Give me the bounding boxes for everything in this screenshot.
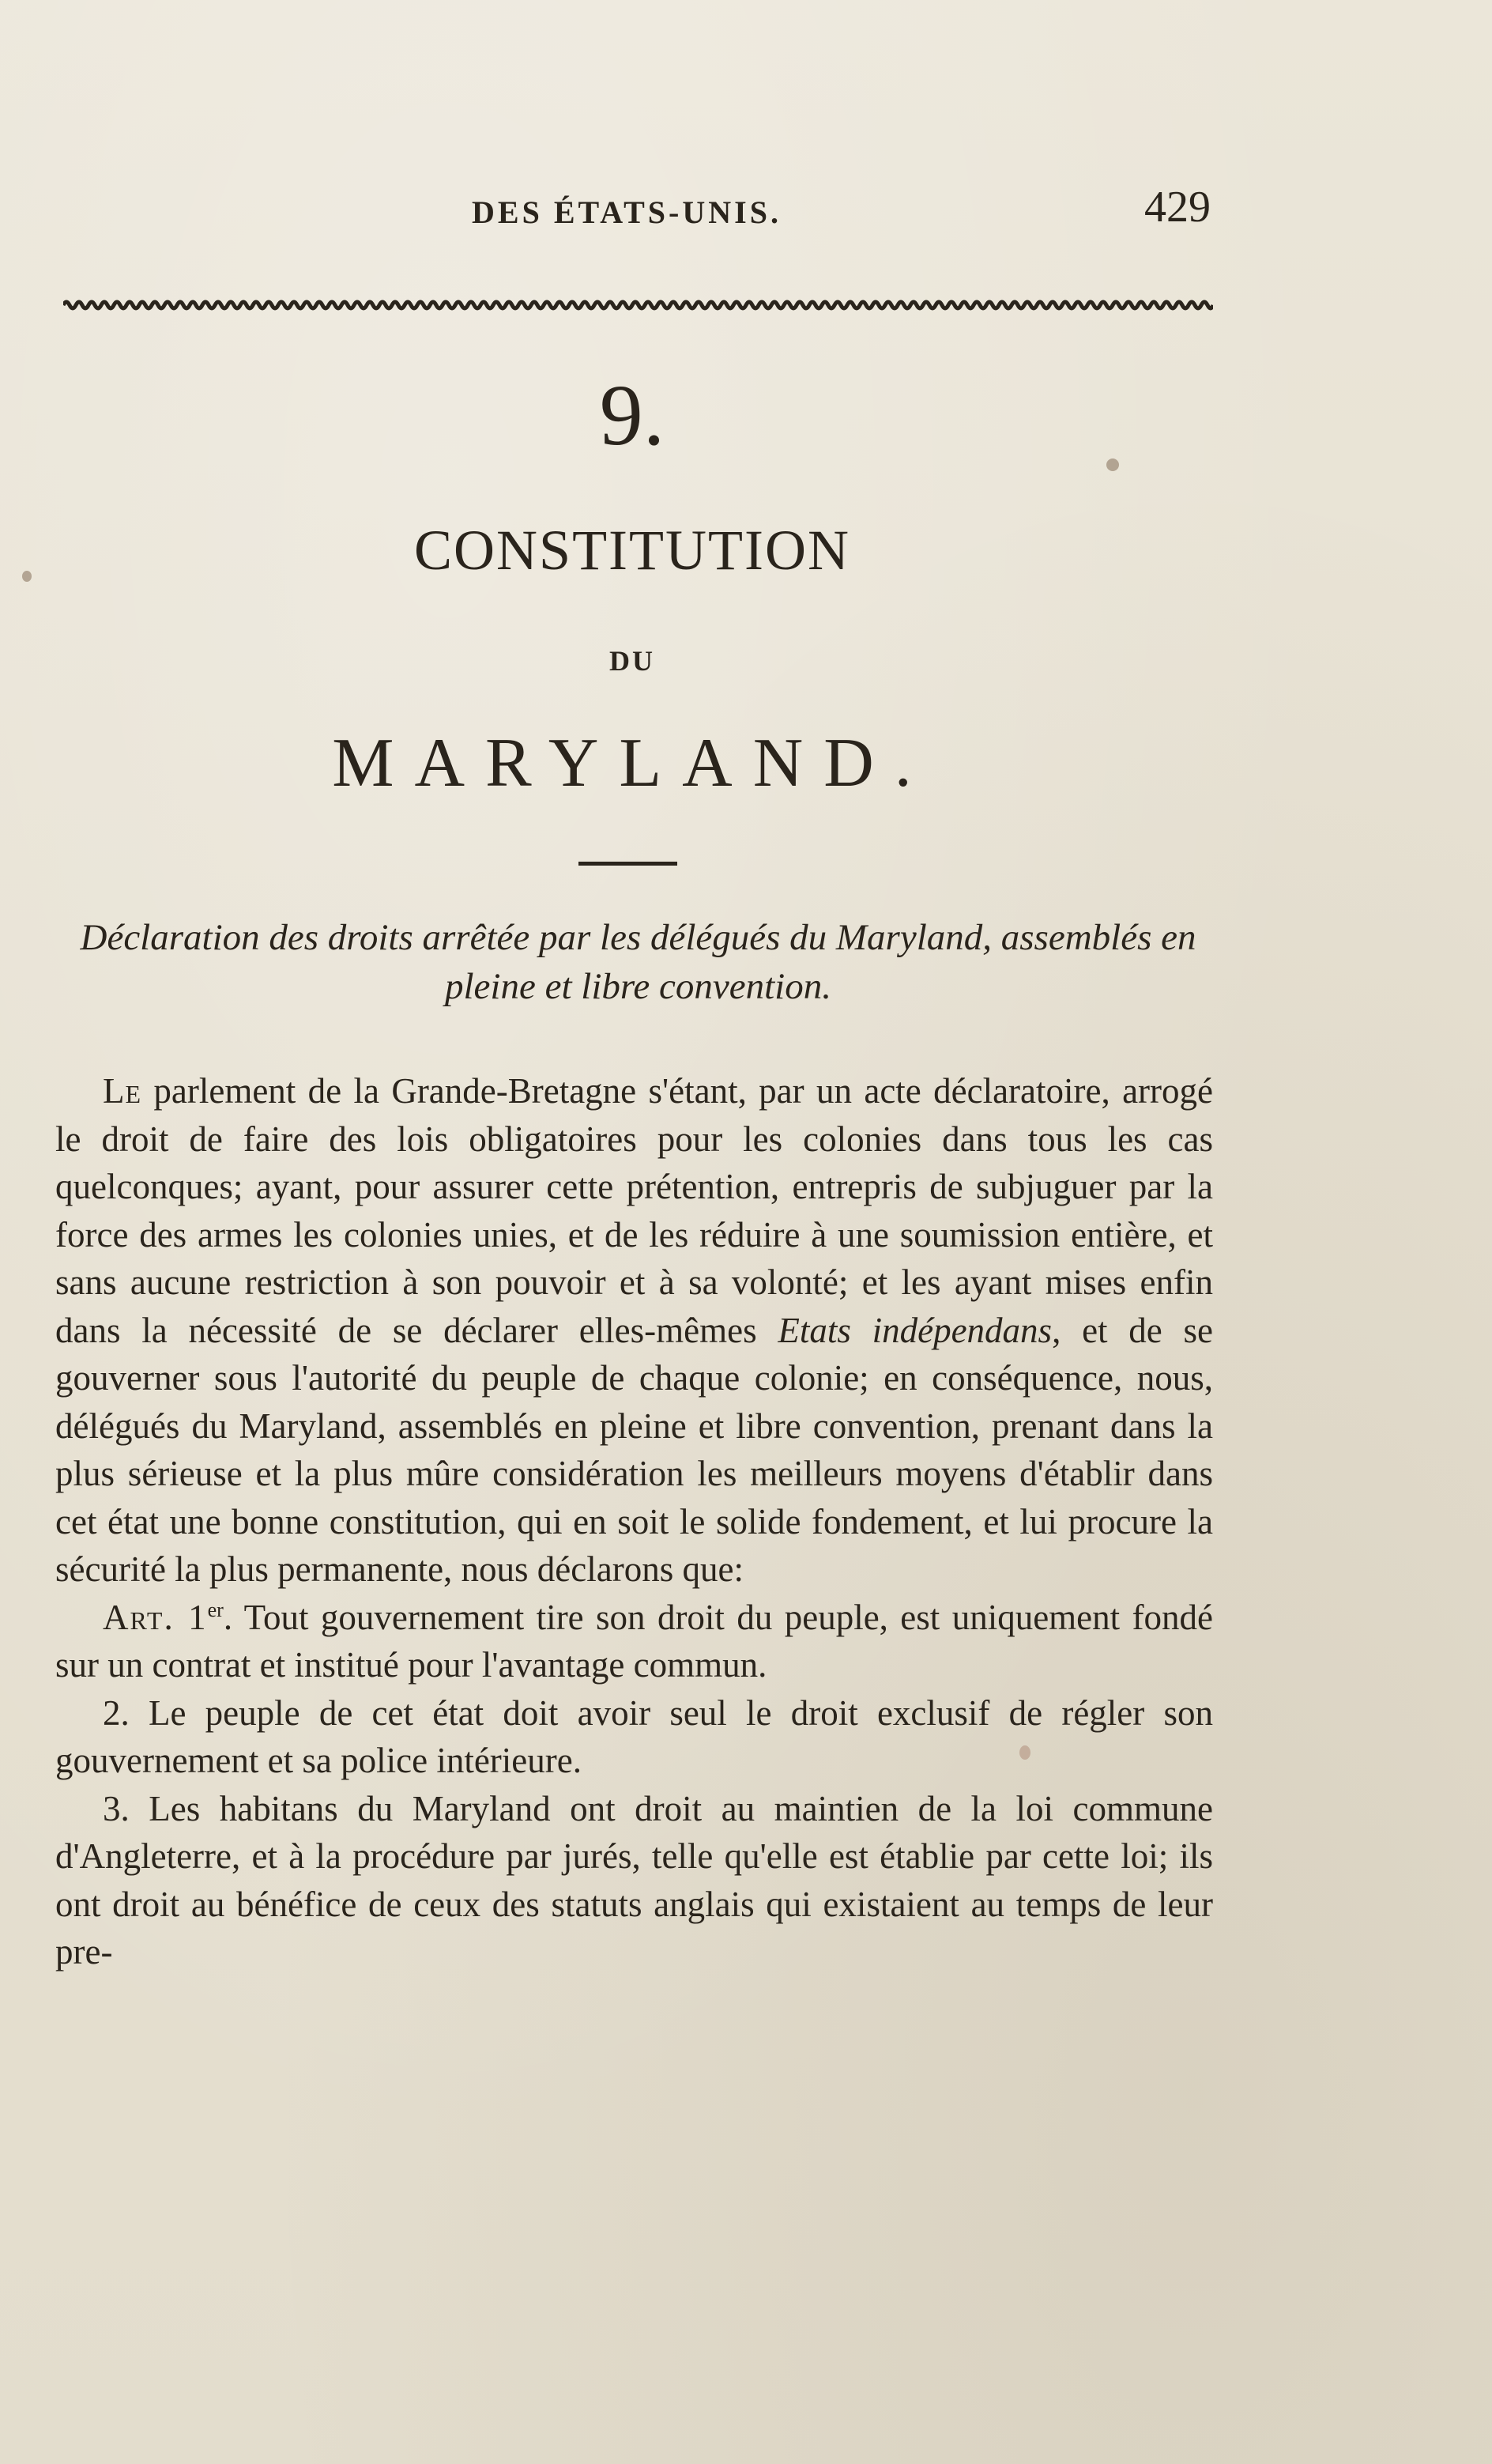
chapter-title: CONSTITUTION [414,519,850,582]
page-number: 429 [1144,183,1211,232]
article-label: Art. 1 [103,1597,208,1637]
chapter-number: 9. [599,367,665,463]
foxing-spot [1106,458,1119,471]
title-rule [578,862,677,866]
article-1 [55,1594,1213,1689]
foxing-spot [22,571,32,582]
ornamental-rule [63,296,1213,314]
article-3 [55,1785,1213,1976]
article-label: 3. [103,1788,130,1828]
page-header [57,178,1211,241]
article-text: Le peuple de cet état doit avoir seul le droit exclusif de régler son gouvernement et sa police intérieure. [55,1692,1213,1780]
preamble-text-end: , et de se gouverner sous l'autorité du peuple de chaque colonie; en conséquence, nous, délégués du Maryland, assemblés en pleine et libre convention, prenant dans la plus sérieuse et la plus mûre considération les meilleurs moyens d'établir dans cet état une bonne constitution, qui en soit le solide fondement, et lui procure la sécurité la plus permanente, nous déclarons que: [55,1310,1214,1589]
state-title: MARYLAND. [332,725,932,802]
title-connector: DU [609,645,655,677]
article-label-sup: er [207,1598,224,1621]
article-text: Les habitans du Maryland ont droit au maintien de la loi commune d'Angleterre, et à la procédure par jurés, telle qu'elle est établie par cette loi; ils ont droit au bénéfice de ceux des statuts anglais qui existaient au temps de leur pre- [55,1788,1213,1972]
running-head: DES ÉTATS-UNIS. [472,194,782,230]
foxing-spot [1019,1745,1030,1760]
body-text [55,1067,1213,1976]
preamble-paragraph [55,1067,1213,1594]
preamble-text: parlement de la Grande-Bretagne s'étant, par un acte déclaratoire, arrogé le droit de faire des lois obligatoires pour les colonies dans tous les cas quelconques; ayant, pour assurer cette prétention, entrepris de subjuguer par la force des armes les colonies unies, et de les réduire à une soumission entière, et sans aucune restriction à son pouvoir et à sa volonté; et les ayant mises enfin dans la nécessité de se déclarer elles-mêmes [55,1071,1213,1350]
declaration-subtitle: Déclaration des droits arrêtée par les délégués du Maryland, assemblés en pleine et libre convention. [80,917,1196,1007]
article-2 [55,1689,1213,1785]
article-text: . Tout gouvernement tire son droit du peuple, est uniquement fondé sur un contrat et institué pour l'avantage commun. [55,1597,1213,1685]
lead-word: Le [103,1071,142,1111]
article-label: 2. [103,1692,130,1733]
preamble-italic: Etats indépendans [778,1310,1053,1350]
